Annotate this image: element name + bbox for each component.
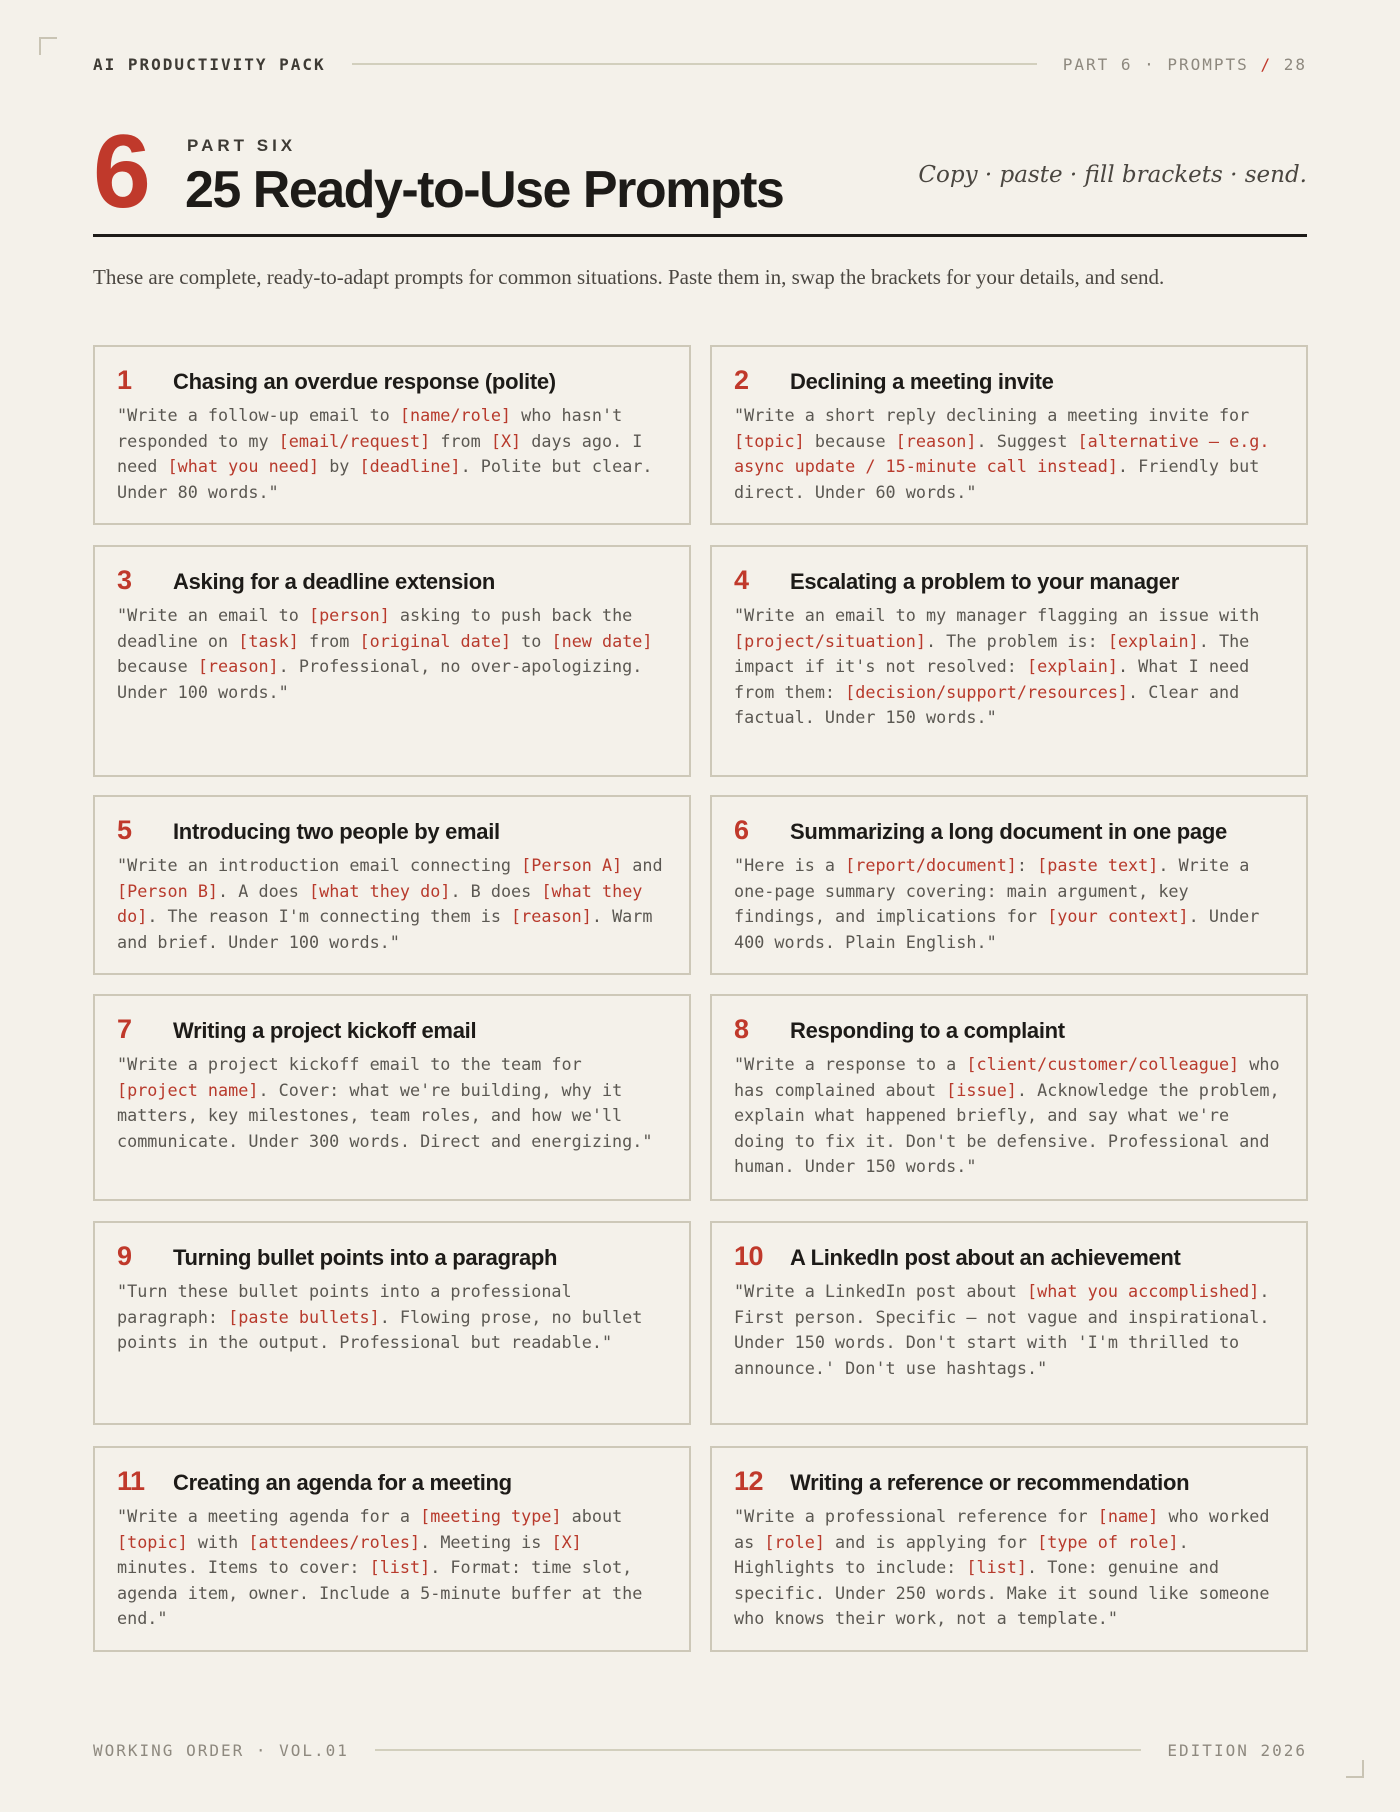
prompt-placeholder: [project name] [117, 1079, 259, 1100]
prompt-card-header [734, 365, 1286, 397]
prompt-text-segment: . Tone: genuine and specific. Under 250 words. Make it sound like someone who knows their work, not a template." [734, 1557, 1270, 1628]
prompt-text-segment: . Write a one-page summary covering: main argument, key findings, and implications for [734, 855, 1250, 926]
prompt-placeholder: [list] [966, 1557, 1027, 1577]
prompt-text-segment: and [622, 855, 663, 875]
prompt-text-segment: . Meeting is [420, 1531, 552, 1552]
prompt-text-segment: minutes. Items to cover: [117, 1557, 370, 1577]
page-number: 28 [1283, 54, 1307, 74]
prompt-number: 9 [117, 1241, 132, 1271]
prompt-card-header [734, 815, 1286, 847]
prompt-text-segment: "Write a follow-up email to [117, 405, 400, 425]
prompt-title: Asking for a deadline extension [173, 569, 496, 594]
prompt-placeholder: [paste text] [1037, 855, 1159, 875]
prompt-text [734, 403, 1286, 505]
prompt-text-segment: . Professional, no over-apologizing. Under 100 words." [117, 656, 643, 702]
prompt-text [117, 603, 669, 705]
prompt-title: Writing a project kickoff email [173, 1018, 477, 1043]
prompt-placeholder: [what you accomplished] [1027, 1281, 1260, 1301]
prompt-card-header [117, 365, 669, 397]
prompt-text-segment: because [804, 430, 896, 451]
prompt-text-segment: "Write a short reply declining a meeting invite for [734, 405, 1250, 425]
part-kicker: PART SIX [187, 136, 297, 155]
section-label: PART 6 · PROMPTS [1062, 54, 1249, 74]
prompt-number: 4 [734, 565, 749, 595]
prompt-text-segment: . Flowing prose, no bullet points in the output. Professional but readable." [117, 1306, 643, 1352]
prompt-title: Creating an agenda for a meeting [173, 1470, 512, 1495]
prompt-placeholder: [project/situation] [734, 630, 926, 651]
prompt-card [93, 1446, 691, 1652]
prompt-placeholder: [task] [238, 630, 299, 651]
prompt-placeholder: [X] [551, 1531, 582, 1552]
prompt-title: A LinkedIn post about an achievement [790, 1245, 1181, 1270]
prompt-text-segment: . Format: time slot, agenda item, owner. Include a 5-minute buffer at the end." [117, 1557, 643, 1628]
prompt-placeholder: [Person A] [521, 855, 623, 875]
prompt-text [734, 1279, 1286, 1381]
prompt-text [117, 403, 669, 505]
prompt-text-segment: : [1016, 855, 1038, 875]
prompt-text-segment: from [298, 630, 360, 651]
prompt-text-segment: days ago. I need [117, 430, 643, 476]
prompt-placeholder: [meeting type] [420, 1506, 562, 1526]
prompt-text [117, 1279, 669, 1356]
prompt-title: Responding to a complaint [790, 1018, 1065, 1043]
prompt-placeholder: [report/document] [845, 855, 1017, 875]
prompt-text [117, 1504, 669, 1632]
prompt-placeholder: [person] [308, 605, 390, 625]
prompt-card [93, 994, 691, 1201]
prompt-placeholder: [topic] [117, 1531, 188, 1552]
prompt-placeholder: [explain] [1027, 656, 1118, 676]
prompt-title: Writing a reference or recommendation [790, 1470, 1190, 1495]
prompt-card-header [117, 1466, 669, 1498]
prompt-number: 5 [117, 815, 132, 845]
prompt-text-segment: . Warm and brief. Under 100 words." [117, 906, 653, 952]
prompt-number: 3 [117, 565, 132, 595]
prompt-number: 12 [734, 1466, 764, 1496]
prompt-placeholder: [Person B] [117, 880, 219, 901]
prompt-text-segment: . Clear and factual. Under 150 words." [734, 681, 1240, 727]
prompt-text-segment: . Cover: what we're building, why it matters, key milestones, team roles, and how we'll communicate. Under 300 words. Direct and energizing." [117, 1079, 653, 1151]
prompt-text-segment: "Write an introduction email connecting [117, 855, 522, 875]
prompt-number: 1 [117, 365, 132, 395]
prompt-text-segment: . Acknowledge the problem, explain what happened briefly, and say what we're doing to fix it. Don't be defensive. Professional and human. Under 150 words." [734, 1079, 1280, 1176]
volume-label: WORKING ORDER · VOL.01 [93, 1740, 349, 1760]
prompt-placeholder: [topic] [734, 430, 805, 451]
prompt-title: Escalating a problem to your manager [790, 569, 1179, 594]
prompt-text [734, 1504, 1286, 1632]
prompt-placeholder: [name] [1097, 1506, 1159, 1526]
prompt-number: 10 [734, 1241, 764, 1271]
prompt-text-segment: "Write an email to my manager flagging an issue with [734, 605, 1260, 625]
prompt-placeholder: [email/request] [278, 430, 431, 451]
prompt-text-segment: "Write a project kickoff email to the team for [117, 1054, 582, 1074]
prompt-text-segment: . Polite but clear. Under 80 words." [117, 456, 653, 502]
prompt-number: 7 [117, 1014, 132, 1044]
prompt-text-segment: . Highlights to include: [734, 1531, 1189, 1577]
prompt-card-header [734, 1466, 1286, 1498]
prompt-placeholder: [decision/support/resources] [845, 681, 1129, 702]
prompt-text-segment: . A does [218, 880, 309, 901]
corner-mark-top-left [39, 37, 57, 55]
prompt-text [734, 603, 1286, 731]
prompt-text-segment: asking to push back the deadline on [117, 605, 633, 651]
prompt-number: 11 [117, 1466, 145, 1496]
prompt-card-header [117, 1014, 669, 1046]
prompt-text-segment: . B does [450, 880, 542, 901]
prompt-text [117, 853, 669, 955]
prompt-placeholder: [what they do] [308, 880, 451, 901]
prompt-placeholder: [type of role] [1037, 1531, 1179, 1552]
prompt-card-header [734, 1014, 1286, 1046]
section-header [93, 114, 1307, 236]
prompt-text-segment: "Write a response to a [734, 1054, 967, 1074]
prompt-placeholder: [your context] [1047, 906, 1189, 926]
corner-mark-bottom-right [1346, 1760, 1364, 1778]
prompt-text-segment: from [430, 430, 491, 451]
prompt-card [710, 345, 1308, 525]
prompt-text-segment: "Write an email to [117, 605, 309, 625]
prompt-text-segment: because [117, 656, 198, 676]
header-divider [352, 63, 1037, 65]
prompt-placeholder: [reason] [511, 906, 592, 926]
prompt-placeholder: [reason] [197, 656, 279, 676]
prompt-placeholder: [X] [490, 430, 522, 451]
running-footer [93, 1740, 1307, 1760]
prompt-text-segment: who hasn't responded to my [117, 405, 623, 451]
edition-label: EDITION 2026 [1167, 1740, 1307, 1760]
prompt-placeholder: [client/customer/colleague] [966, 1054, 1240, 1074]
prompt-placeholder: [issue] [946, 1079, 1017, 1100]
prompt-placeholder: [deadline] [359, 456, 461, 476]
prompt-card-header [117, 1241, 669, 1273]
title-rule [93, 234, 1307, 237]
prompt-text-segment: . Suggest [976, 430, 1078, 451]
prompt-card-header [117, 815, 669, 847]
prompt-text-segment: . The impact if it's not resolved: [734, 630, 1250, 676]
prompt-placeholder: [role] [764, 1531, 825, 1552]
prompt-title: Summarizing a long document in one page [790, 819, 1227, 844]
prompt-card-header [734, 565, 1286, 597]
prompt-placeholder: [name/role] [399, 405, 512, 425]
prompt-title: Declining a meeting invite [790, 369, 1054, 394]
page-separator: / [1260, 54, 1273, 74]
prompt-text-segment: "Here is a [734, 855, 846, 875]
part-number: 6 [93, 114, 147, 230]
prompt-title: Turning bullet points into a paragraph [173, 1245, 558, 1270]
running-header [93, 54, 1307, 74]
prompt-placeholder: [explain] [1107, 630, 1199, 651]
prompt-text-segment: who worked as [734, 1506, 1270, 1552]
prompt-text-segment: "Turn these bullet points into a professional paragraph: [117, 1281, 572, 1327]
prompt-placeholder: [what you need] [167, 456, 320, 476]
prompt-number: 2 [734, 365, 749, 395]
prompt-placeholder: [attendees/roles] [248, 1531, 421, 1552]
prompt-card [710, 545, 1308, 777]
footer-divider [375, 1749, 1141, 1751]
prompt-card [710, 1221, 1308, 1425]
prompt-text-segment: by [319, 456, 360, 476]
prompt-title: Introducing two people by email [173, 819, 500, 844]
prompt-card [710, 994, 1308, 1201]
prompt-number: 8 [734, 1014, 749, 1044]
page-title: 25 Ready-to-Use Prompts [185, 161, 784, 219]
prompt-placeholder: [alternative — e.g. async update / 15-minute call instead] [734, 430, 1270, 476]
prompt-placeholder: [new date] [551, 630, 653, 651]
prompt-text-segment: . The reason I'm connecting them is [147, 906, 512, 926]
prompt-text-segment: . Under 400 words. Plain English." [734, 906, 1260, 952]
prompt-placeholder: [what they do] [117, 880, 643, 926]
prompt-text-segment: and is applying for [824, 1531, 1038, 1552]
prompt-text-segment: . The problem is: [925, 630, 1108, 651]
prompt-title: Chasing an overdue response (polite) [173, 369, 556, 394]
prompt-card-header [117, 565, 669, 597]
prompt-text-segment: to [511, 630, 552, 651]
prompt-card [710, 1446, 1308, 1652]
prompt-card-header [734, 1241, 1286, 1273]
prompt-text [117, 1052, 669, 1154]
prompt-card [93, 795, 691, 975]
prompt-text-segment: who has complained about [734, 1054, 1280, 1100]
prompt-text-segment: "Write a professional reference for [734, 1506, 1098, 1526]
prompt-card [93, 545, 691, 777]
prompt-text [734, 1052, 1286, 1180]
prompt-placeholder: [original date] [359, 630, 512, 651]
prompt-placeholder: [list] [369, 1557, 431, 1577]
intro-paragraph: These are complete, ready-to-adapt prompts for common situations. Paste them in, swap the brackets for your details, and send. [93, 265, 1165, 289]
prompt-placeholder: [paste bullets] [228, 1306, 380, 1327]
prompt-text-segment: . What I need from them: [734, 656, 1250, 702]
prompt-number: 6 [734, 815, 749, 845]
prompt-text-segment: "Write a LinkedIn post about [734, 1281, 1027, 1301]
prompt-placeholder: [reason] [895, 430, 977, 451]
section-locator [1063, 55, 1307, 74]
tagline: Copy · paste · fill brackets · send. [918, 162, 1307, 188]
prompt-text-segment: . Friendly but direct. Under 60 words." [734, 456, 1260, 502]
prompt-text-segment: with [187, 1531, 249, 1552]
prompt-text [734, 853, 1286, 955]
prompt-text-segment: about [561, 1506, 623, 1526]
prompt-text-segment: . First person. Specific — not vague and inspirational. Under 150 words. Don't start with 'I'm thrilled to announce.' Don't use hashtags." [734, 1281, 1270, 1378]
prompt-card [93, 345, 691, 525]
publication-name: AI PRODUCTIVITY PACK [93, 54, 326, 74]
prompt-card [93, 1221, 691, 1425]
prompt-text-segment: "Write a meeting agenda for a [117, 1506, 421, 1526]
prompt-card [710, 795, 1308, 975]
